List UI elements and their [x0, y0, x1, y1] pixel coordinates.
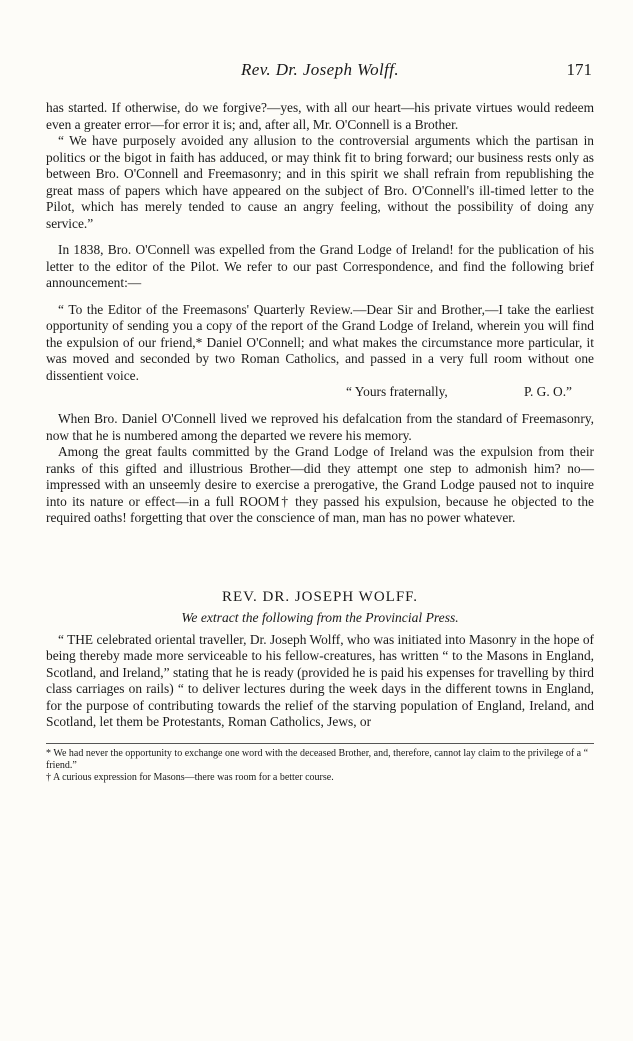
paragraph-1: has started. If otherwise, do we forgive?—yes, with all our heart—his private virtues would redeem even a greater error—for error it is; and, after all, Mr. O'Connell is a Brother. [46, 100, 594, 132]
footnote-1: * We had never the opportunity to exchange one word with the deceased Brother, and, therefore, cannot lay claim to the privilege of a “ friend.” [46, 747, 589, 771]
section-subheading: We extract the following from the Provincial Press. [181, 609, 459, 625]
footnote-2: † A curious expression for Masons—there was room for a better course. [46, 771, 334, 783]
paragraph-3: In 1838, Bro. O'Connell was expelled from the Grand Lodge of Ireland! for the publication of his letter to the editor of the Pilot. We refer to our past Correspondence, and find the following brief announcement:— [46, 242, 594, 290]
page-header [46, 60, 594, 88]
book-page [46, 60, 594, 784]
signoff-closing: “ Yours fraternally, [346, 384, 448, 399]
page-number: 171 [566, 60, 592, 79]
running-title: Rev. Dr. Joseph Wolff. [241, 60, 399, 79]
letter-signoff [46, 384, 594, 401]
footnote-divider [46, 743, 594, 744]
paragraph-2: “ We have purposely avoided any allusion to the controversial arguments which the partisan in politics or the bigot in faith has adduced, or may think fit to bring forward; our business rests only as between Bro. O'Connell and Freemasonry; and in this spirit we shall refrain from republishing the great mass of papers which have appeared on the subject of Bro. O'Connell's ill-timed letter to the Pilot, which has merely tended to cause an angry feeling, without the possibility of doing any service.” [46, 133, 594, 231]
signoff-initials: P. G. O.” [524, 384, 572, 399]
letter-quote: “ To the Editor of the Freemasons' Quarterly Review.—Dear Sir and Brother,—I take the earliest opportunity of sending you a copy of the report of the Grand Lodge of Ireland, wherein you will find the expulsion of our friend,* Daniel O'Connell; and what makes the circumstance more particular, it was moved and seconded by two Roman Catholics, and passed in a very full room without one dissentient voice. [46, 301, 594, 383]
section-heading: REV. DR. JOSEPH WOLFF. [221, 588, 419, 605]
paragraph-5: When Bro. Daniel O'Connell lived we reproved his defalcation from the standard of Freemasonry, now that he is numbered among the departed we revere his memory. [46, 411, 594, 443]
paragraph-6: Among the great faults committed by the Grand Lodge of Ireland was the expulsion from their ranks of this gifted and illustrious Brother—did they attempt one step to admonish him? no—impressed with an unseemly desire to exercise a prerogative, the Grand Lodge paused not to inquire into its nature or effect—in a full ROOM† they passed his expulsion, because he objected to the required oaths! forgetting that over the conscience of man, man has no power whatever. [46, 444, 594, 525]
section-paragraph-1: “ THE celebrated oriental traveller, Dr. Joseph Wolff, who was initiated into Masonry in the hope of being thereby made more serviceable to his fellow-creatures, has written “ to the Masons in England, Scotland, and Ireland,” stating that he is ready (provided he is paid his expenses for travelling by third class carriages on rails) “ to deliver lectures during the week days in the different towns in England, for the purpose of contributing towards the relief of the starving population of England, Ireland, and Scotland, let them be Protestants, Roman Catholics, Jews, or [46, 631, 594, 729]
